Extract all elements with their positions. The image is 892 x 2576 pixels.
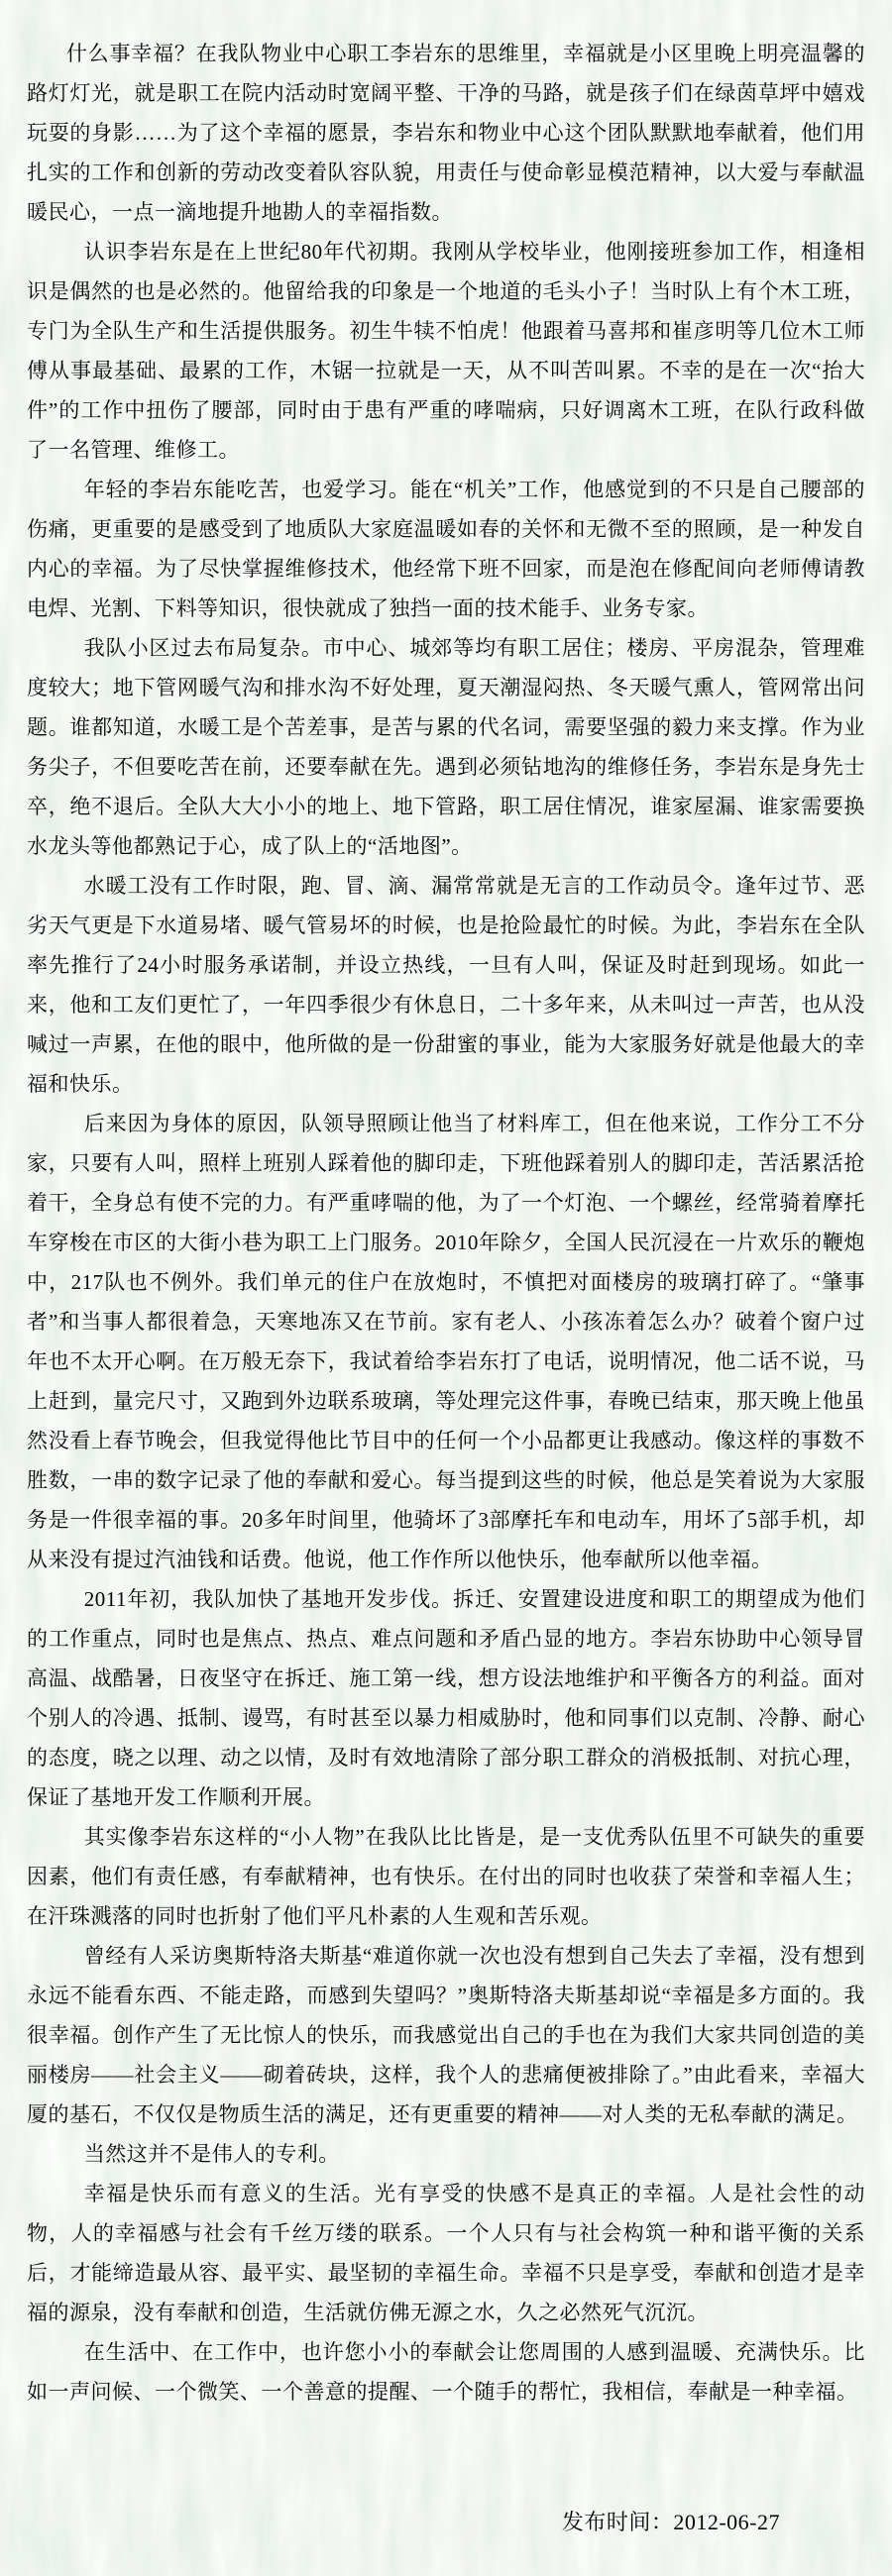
publish-label: 发布时间： bbox=[561, 2510, 674, 2534]
paragraph: 其实像李岩东这样的“小人物”在我队比比皆是，是一支优秀队伍里不可缺失的重要因素，他们有责任感，有奉献精神，也有快乐。在付出的同时也收获了荣誉和幸福人生；在汗珠溅落的同时也折射了他们平凡朴素的人生观和苦乐观。 bbox=[27, 1825, 865, 1928]
paragraph: 水暖工没有工作时限，跑、冒、滴、漏常常就是无言的工作动员令。逢年过节、恶劣天气更是下水道易堵、暖气管易坏的时候，也是抢险最忙的时候。为此，李岩东在全队率先推行了24小时服务承诺制，并设立热线，一旦有人叫，保证及时赶到现场。如此一来，他和工友们更忙了，一年四季很少有休息日，二十多年来，从未叫过一声苦，也从没喊过一声累，在他的眼中，他所做的是一份甜蜜的事业，能为大家服务好就是他最大的幸福和快乐。 bbox=[27, 874, 865, 1096]
paragraph: 年轻的李岩东能吃苦，也爱学习。能在“机关”工作，他感觉到的不只是自己腰部的伤痛，更重要的是感受到了地质队大家庭温暖如春的关怀和无微不至的照顾，是一种发自内心的幸福。为了尽快掌握维修技术，他经常下班不回家，而是泡在修配间向老师傅请教电焊、光割、下料等知识，很快就成了独挡一面的技术能手、业务专家。 bbox=[27, 478, 865, 620]
paragraph: 曾经有人采访奥斯特洛夫斯基“难道你就一次也没有想到自己失去了幸福，没有想到永远不能看东西、不能走路，而感到失望吗？”奥斯特洛夫斯基却说“幸福是多方面的。我很幸福。创作产生了无比惊人的快乐，而我感觉出自己的手也在为我们大家共同创造的美丽楼房——社会主义——砌着砖块，这样，我个人的悲痛便被排除了。”由此看来，幸福大厦的基石，不仅仅是物质生活的满足，还有更重要的精神——对人类的无私奉献的满足。 bbox=[27, 1944, 865, 2126]
paragraph: 2011年初，我队加快了基地开发步伐。拆迁、安置建设进度和职工的期望成为他们的工作重点，同时也是焦点、热点、难点问题和矛盾凸显的地方。李岩东协助中心领导冒高温、战酷暑，日夜坚守在拆迁、施工第一线，想方设法地维护和平衡各方的利益。面对个别人的冷遇、抵制、谩骂，有时甚至以暴力相威胁时，他和同事们以克制、冷静、耐心的态度，晓之以理、动之以情，及时有效地清除了部分职工群众的消极抵制、对抗心理，保证了基地开发工作顺利开展。 bbox=[27, 1587, 865, 1809]
paragraph: 在生活中、在工作中，也许您小小的奉献会让您周围的人感到温暖、充满快乐。比如一声问候、一个微笑、一个善意的提醒、一个随手的帮忙，我相信，奉献是一种幸福。 bbox=[27, 2340, 865, 2404]
publish-info bbox=[27, 2503, 865, 2542]
article-body bbox=[27, 34, 865, 2412]
paragraph: 我队小区过去布局复杂。市中心、城郊等均有职工居住；楼房、平房混杂，管理难度较大；地下管网暖气沟和排水沟不好处理，夏天潮湿闷热、冬天暖气熏人，管网常出问题。谁都知道，水暖工是个苦差事，是苦与累的代名词，需要坚强的毅力来支撑。作为业务尖子，不但要吃苦在前，还要奉献在先。遇到必须钻地沟的维修任务，李岩东是身先士卒，绝不退后。全队大大小小的地上、地下管路，职工居住情况，谁家屋漏、谁家需要换水龙头等他都熟记于心，成了队上的“活地图”。 bbox=[27, 636, 865, 858]
paragraph: 后来因为身体的原因，队领导照顾让他当了材料库工，但在他来说，工作分工不分家，只要有人叫，照样上班别人踩着他的脚印走，下班他踩着别人的脚印走，苦活累活抢着干，全身总有使不完的力。有严重哮喘的他，为了一个灯泡、一个螺丝，经常骑着摩托车穿梭在市区的大街小巷为职工上门服务。2010年除夕，全国人民沉浸在一片欢乐的鞭炮中，217队也不例外。我们单元的住户在放炮时，不慎把对面楼房的玻璃打碎了。“肇事者”和当事人都很着急，天寒地冻又在节前。家有老人、小孩冻着怎么办？破着个窗户过年也不太开心啊。在万般无奈下，我试着给李岩东打了电话，说明情况，他二话不说，马上赶到，量完尺寸，又跑到外边联系玻璃，等处理完这件事，春晚已结束，那天晚上他虽然没看上春节晚会，但我觉得他比节目中的任何一个小品都更让我感动。像这样的事数不胜数，一串的数字记录了他的奉献和爱心。每当提到这些的时候，他总是笑着说为大家服务是一件很幸福的事。20多年时间里，他骑坏了3部摩托车和电动车，用坏了5部手机，却从来没有提过汽油钱和话费。他说，他工作作所以他快乐，他奉献所以他幸福。 bbox=[27, 1112, 865, 1571]
paragraph: 当然这并不是伟人的专利。 bbox=[83, 2142, 340, 2166]
paragraph: 幸福是快乐而有意义的生活。光有享受的快感不是真正的幸福。人是社会性的动物，人的幸福感与社会有千丝万缕的联系。一个人只有与社会构筑一种和谐平衡的关系后，才能缔造最从容、最平实、最坚韧的幸福生命。幸福不只是享受，奉献和创造才是幸福的源泉，没有奉献和创造，生活就仿佛无源之水，久之必然死气沉沉。 bbox=[27, 2182, 865, 2324]
paragraph: 什么事幸福？在我队物业中心职工李岩东的思维里，幸福就是小区里晚上明亮温馨的路灯灯光，就是职工在院内活动时宽阔平整、干净的马路，就是孩子们在绿茵草坪中嬉戏玩耍的身影……为了这个幸福的愿景，李岩东和物业中心这个团队默默地奉献着，他们用扎实的工作和创新的劳动改变着队容队貌，用责任与使命彰显模范精神，以大爱与奉献温暖民心，一点一滴地提升地勘人的幸福指数。 bbox=[27, 42, 865, 224]
publish-date: 2012-06-27 bbox=[673, 2510, 780, 2534]
paragraph: 认识李岩东是在上世纪80年代初期。我刚从学校毕业，他刚接班参加工作，相逢相识是偶然的也是必然的。他留给我的印象是一个地道的毛头小子！当时队上有个木工班，专门为全队生产和生活提供服务。初生牛犊不怕虎！他跟着马喜邦和崔彦明等几位木工师傅从事最基础、最累的工作，木锯一拉就是一天，从不叫苦叫累。不幸的是在一次“抬大件”的工作中扭伤了腰部，同时由于患有严重的哮喘病，只好调离木工班，在队行政科做了一名管理、维修工。 bbox=[27, 240, 865, 462]
